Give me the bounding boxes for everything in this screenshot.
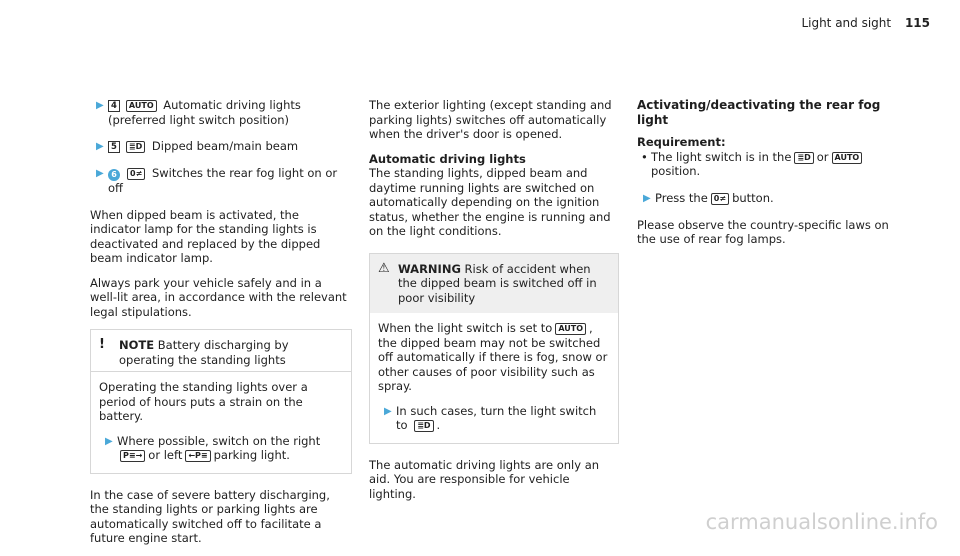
rear-fog-light-icon: 0≠ <box>127 168 145 180</box>
requirement-item <box>637 150 892 179</box>
section-title: Light and sight <box>801 16 892 30</box>
press-step <box>637 191 892 206</box>
step-arrow-icon: ▶ <box>96 168 104 179</box>
note-step <box>99 434 343 463</box>
press-step-text: button. <box>732 190 774 205</box>
column-1 <box>90 98 352 556</box>
section-heading: Activating/deactivating the rear fog light <box>637 98 881 127</box>
warning-step-text: . <box>436 418 441 432</box>
warning-text <box>378 321 610 394</box>
step-4 <box>90 98 352 127</box>
left-parking-light-icon: ←P≡ <box>185 450 210 462</box>
paragraph: The automatic driving lights are only an aid. You are responsible for vehicle lighting. <box>369 457 600 501</box>
step-arrow-icon: ▶ <box>105 435 113 447</box>
subheading-automatic-driving-lights: Automatic driving lights <box>369 151 526 166</box>
warning-box <box>369 253 619 444</box>
warning-step <box>378 404 610 433</box>
rear-fog-light-icon: 0≠ <box>711 193 729 205</box>
warning-body <box>370 313 618 443</box>
dipped-beam-icon: ≣D <box>794 152 813 164</box>
warning-triangle-icon: ⚠ <box>378 260 390 276</box>
step-5 <box>90 139 352 154</box>
item-key-4: 4 <box>108 100 120 112</box>
note-title: Battery discharging by operating the standing lights <box>119 338 289 367</box>
step-6-text: Switches the rear fog light on or off <box>108 166 338 195</box>
item-number-6: 6 <box>108 169 120 181</box>
warning-text-part: , the dipped beam may not be switched off automatically if there is fog, snow or other causes of poor visibility such as spray. <box>378 321 608 393</box>
paragraph: Please observe the country-specific laws on the use of rear fog lamps. <box>637 217 889 246</box>
auto-icon: AUTO <box>832 152 863 164</box>
column-3 <box>637 98 892 257</box>
step-arrow-icon: ▶ <box>643 192 651 204</box>
dipped-beam-icon: ≣D <box>414 420 433 432</box>
note-step-text: parking light. <box>213 448 290 462</box>
item-key-5: 5 <box>108 141 120 153</box>
note-text: Operating the standing lights over a period of hours puts a strain on the battery. <box>99 380 308 423</box>
requirement-text: or <box>816 149 829 164</box>
step-5-text: Dipped beam/main beam <box>151 139 299 153</box>
column-2 <box>369 98 619 511</box>
page-number: 115 <box>904 16 930 30</box>
requirement-text: position. <box>651 164 701 178</box>
warning-step-text: In such cases, turn the light switch to <box>396 403 597 432</box>
right-parking-light-icon: P≡→ <box>120 450 145 462</box>
paragraph: In the case of severe battery discharging, the standing lights or parking lights are automatically switched off to facilitate a future engine start. <box>90 487 330 545</box>
step-arrow-icon: ▶ <box>96 100 104 111</box>
step-arrow-icon: ▶ <box>96 141 104 152</box>
note-header <box>91 330 351 371</box>
step-4-text: Automatic driving lights (preferred light switch position) <box>108 98 301 127</box>
dipped-beam-icon: ≣D <box>126 141 145 153</box>
warning-text-part: When the light switch is set to <box>378 321 553 335</box>
note-label: NOTE <box>119 338 155 352</box>
requirement-label: Requirement: <box>637 135 726 149</box>
paragraph: The exterior lighting (except standing and parking lights) switches off automatically when the driver's door is opened. <box>369 98 612 141</box>
press-step-text: Press the <box>655 190 708 205</box>
warning-header <box>370 254 618 314</box>
note-exclamation-icon: ! <box>99 337 105 352</box>
paragraph: The standing lights, dipped beam and daytime running lights are switched on automatically depending on the ignition status, whether the engine is running and on the light conditions. <box>369 166 611 238</box>
auto-icon: AUTO <box>555 323 586 335</box>
note-step-text: or left <box>148 448 183 462</box>
page-header <box>801 16 930 31</box>
note-step-text: Where possible, switch on the right <box>117 433 321 448</box>
requirement-text: The light switch is in the <box>651 149 792 164</box>
bullet-icon: • <box>641 149 648 164</box>
note-box <box>90 329 352 474</box>
step-arrow-icon: ▶ <box>384 405 392 417</box>
watermark: carmanualsonline.info <box>705 509 938 534</box>
step-6 <box>90 166 352 196</box>
warning-title: Risk of accident when the dipped beam is switched off in poor visibility <box>398 261 597 305</box>
note-body <box>91 371 351 473</box>
auto-icon: AUTO <box>126 100 157 112</box>
paragraph: When dipped beam is activated, the indicator lamp for the standing lights is deactivated and replaced by the dipped beam indicator lamp. <box>90 207 321 265</box>
paragraph: Always park your vehicle safely and in a well-lit area, in accordance with the relevant legal stipulations. <box>90 275 347 319</box>
warning-label: WARNING <box>398 261 461 276</box>
